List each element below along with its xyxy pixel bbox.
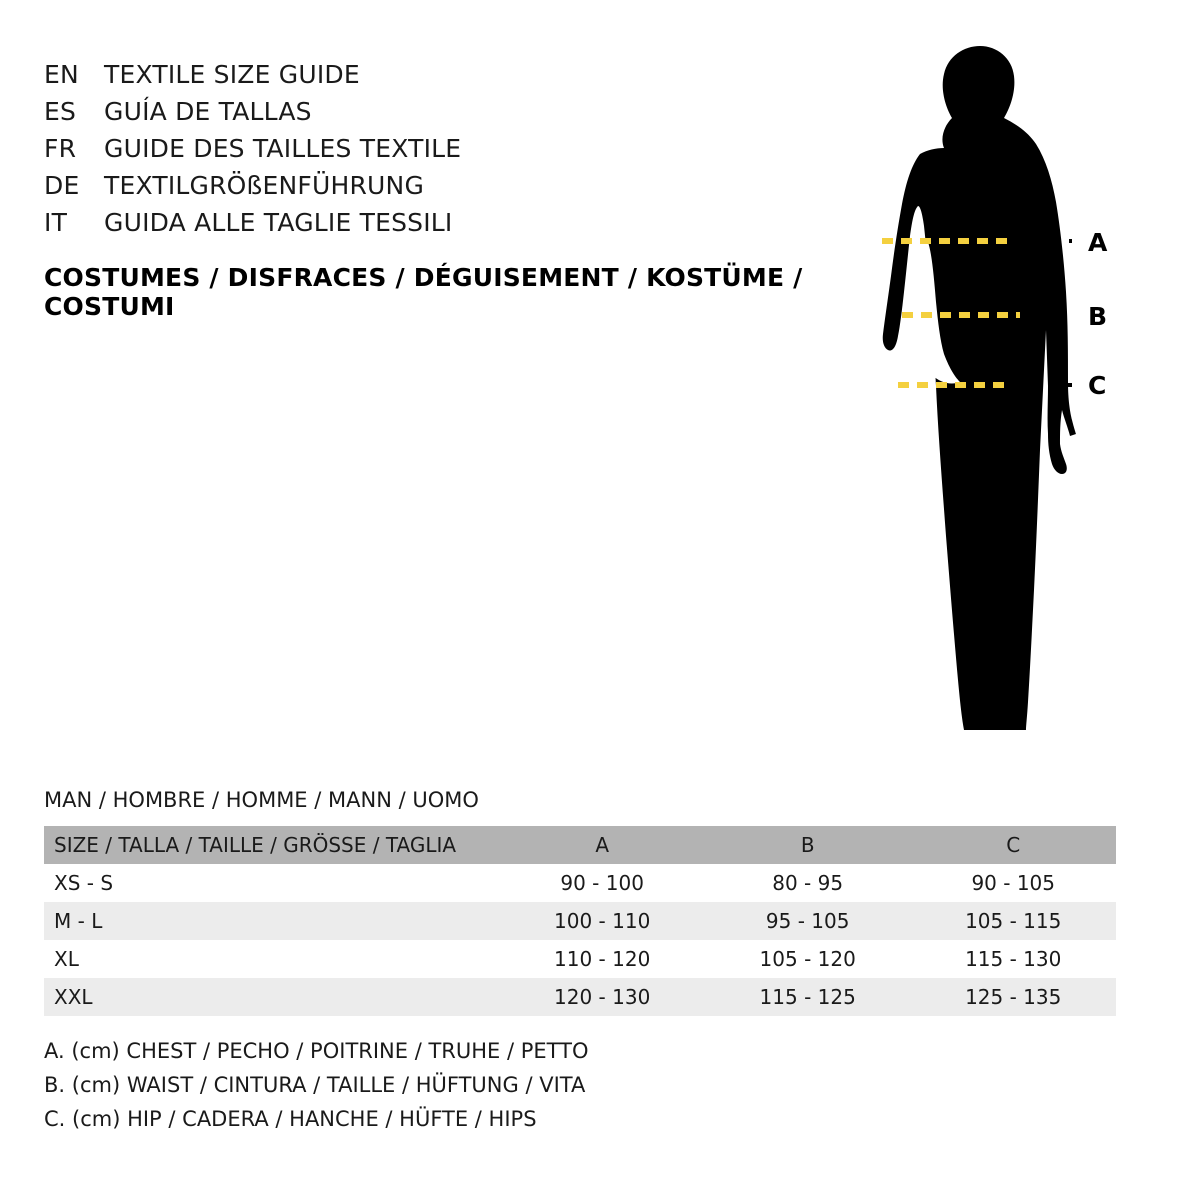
cell-a: 110 - 120 (499, 940, 705, 978)
language-title: TEXTILE SIZE GUIDE (104, 60, 360, 89)
cell-a: 120 - 130 (499, 978, 705, 1016)
language-title: GUIDA ALLE TAGLIE TESSILI (104, 208, 453, 237)
cell-b: 115 - 125 (705, 978, 911, 1016)
legend-line-a: A. (cm) CHEST / PECHO / POITRINE / TRUHE / PETTO (44, 1039, 589, 1063)
size-table-section (44, 786, 1116, 1016)
legend-line-b: B. (cm) WAIST / CINTURA / TAILLE / HÜFTUNG / VITA (44, 1073, 586, 1097)
language-row-fr (44, 130, 804, 167)
language-row-en (44, 56, 804, 93)
size-guide-header (44, 56, 804, 321)
table-row (44, 864, 1116, 902)
cell-size: XS - S (44, 864, 499, 902)
cell-c: 105 - 115 (910, 902, 1116, 940)
table-row (44, 978, 1116, 1016)
language-code: DE (44, 171, 80, 200)
cell-b: 95 - 105 (705, 902, 911, 940)
language-title: GUIDE DES TAILLES TEXTILE (104, 134, 462, 163)
language-title: GUÍA DE TALLAS (104, 97, 312, 126)
column-header-b: B (705, 826, 911, 864)
column-header-a: A (499, 826, 705, 864)
cell-c: 115 - 130 (910, 940, 1116, 978)
language-code: IT (44, 208, 68, 237)
cell-c: 125 - 135 (910, 978, 1116, 1016)
cell-c: 90 - 105 (910, 864, 1116, 902)
language-row-de (44, 167, 804, 204)
marker-label-b: B (1088, 302, 1108, 331)
cell-a: 100 - 110 (499, 902, 705, 940)
cell-b: 105 - 120 (705, 940, 911, 978)
column-header-c: C (910, 826, 1116, 864)
silhouette-svg (840, 30, 1160, 750)
costumes-subtitle: COSTUMES / DISFRACES / DÉGUISEMENT / KOSTÜME / COSTUMI (44, 263, 803, 321)
size-table-body (44, 864, 1116, 1016)
language-row-it (44, 204, 804, 241)
size-table-head (44, 826, 1116, 864)
legend-line-c: C. (cm) HIP / CADERA / HANCHE / HÜFTE / HIPS (44, 1107, 537, 1131)
cell-size: XXL (44, 978, 499, 1016)
language-code: EN (44, 60, 79, 89)
cell-size: M - L (44, 902, 499, 940)
language-code: ES (44, 97, 77, 126)
table-caption: MAN / HOMBRE / HOMME / MANN / UOMO (44, 788, 479, 812)
size-table (44, 826, 1116, 1016)
table-header-row (44, 826, 1116, 864)
marker-label-c: C (1088, 371, 1107, 400)
language-title: TEXTILGRÖßENFÜHRUNG (104, 171, 425, 200)
language-code: FR (44, 134, 77, 163)
table-row (44, 940, 1116, 978)
cell-b: 80 - 95 (705, 864, 911, 902)
measurement-legend (44, 1034, 844, 1136)
body-silhouette-figure (840, 30, 1160, 750)
language-row-es (44, 93, 804, 130)
table-row (44, 902, 1116, 940)
column-header-size: SIZE / TALLA / TAILLE / GRÖSSE / TAGLIA (44, 826, 499, 864)
cell-a: 90 - 100 (499, 864, 705, 902)
marker-label-a: A (1088, 228, 1108, 257)
cell-size: XL (44, 940, 499, 978)
